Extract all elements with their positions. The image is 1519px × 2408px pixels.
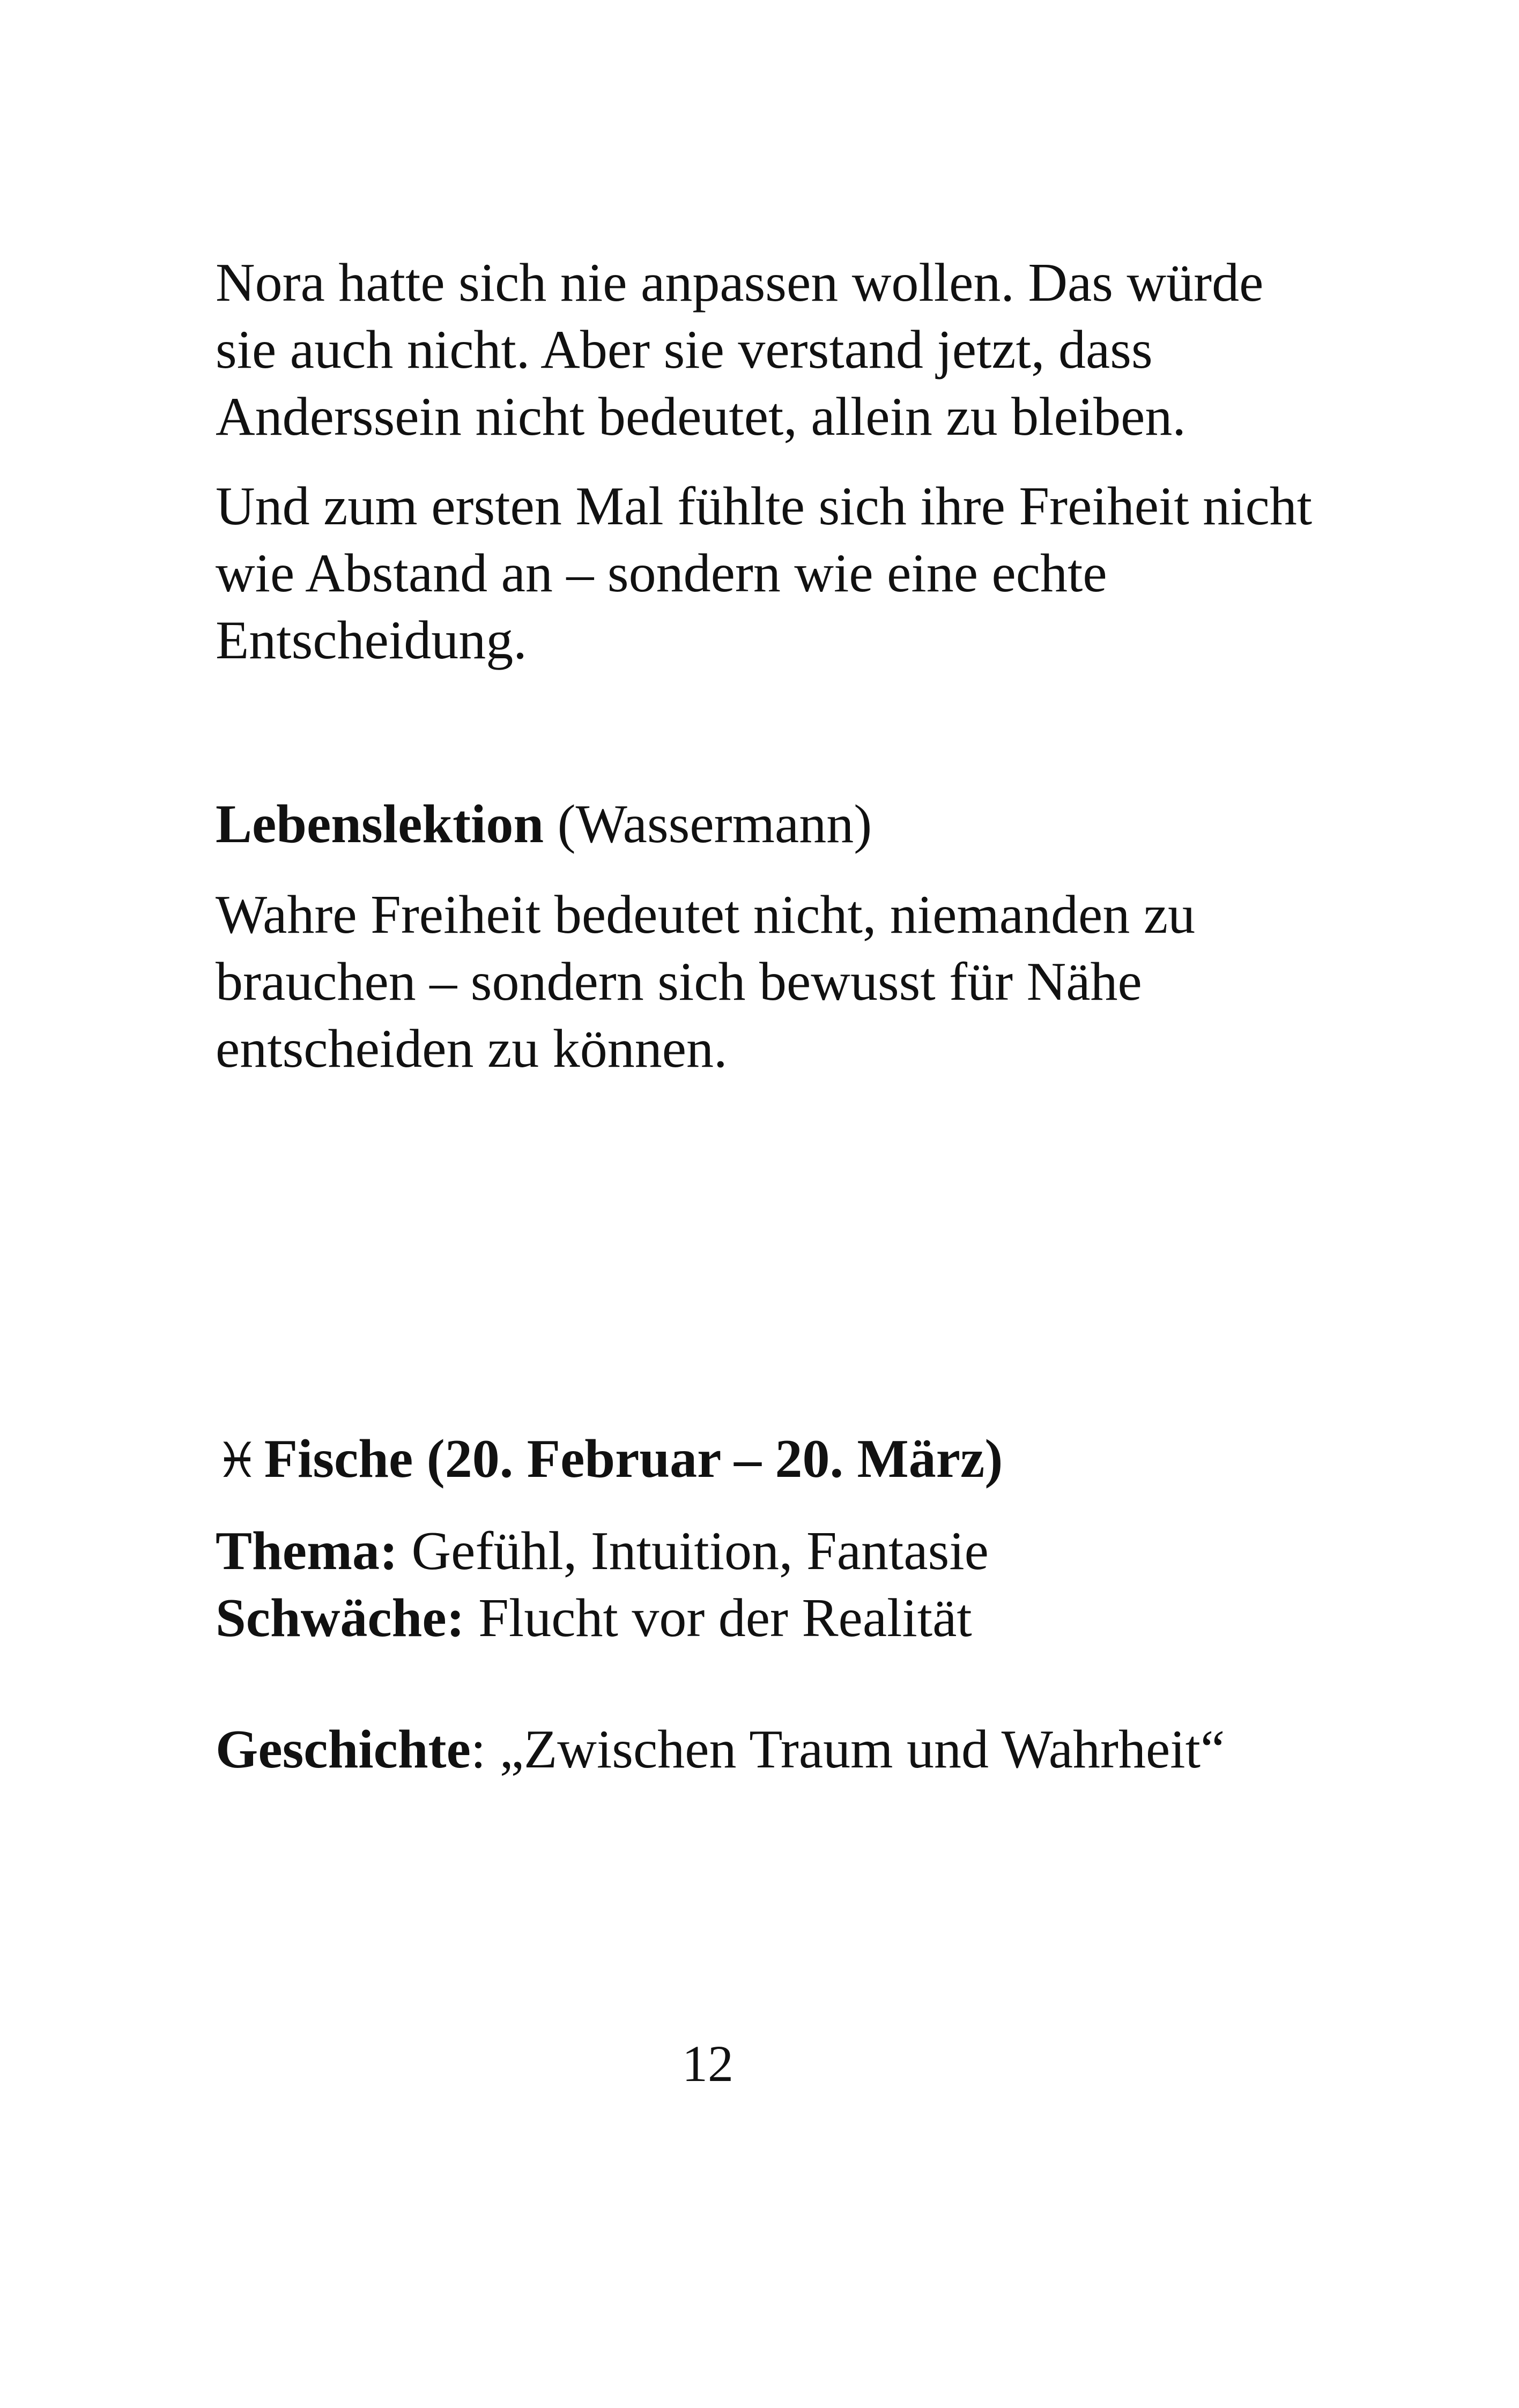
page-content — [216, 249, 1320, 1783]
body-paragraph-2: Und zum ersten Mal fühlte sich ihre Freiheit nicht wie Abstand an – sondern wie eine echte Entscheidung. — [216, 476, 1313, 671]
theme-value: Gefühl, Intuition, Fantasie — [397, 1521, 989, 1581]
weakness-value: Flucht vor der Realität — [464, 1588, 972, 1648]
lesson-heading — [216, 791, 1320, 858]
lesson-sign: (Wassermann) — [557, 794, 872, 854]
section-title: Fische (20. Februar – 20. März) — [264, 1429, 1003, 1489]
lesson-text: Wahre Freiheit bedeutet nicht, niemanden zu brauchen – sondern sich bewusst für Nähe entscheiden zu können. — [216, 885, 1196, 1079]
weakness-label: Schwäche: — [216, 1588, 465, 1648]
pisces-icon: ♓ — [216, 1432, 259, 1489]
page-number: 12 — [682, 2035, 733, 2092]
section-heading — [216, 1425, 1320, 1494]
story-line — [216, 1716, 1320, 1783]
theme-label: Thema: — [216, 1521, 398, 1581]
story-title: : „Zwischen Traum und Wahrheit“ — [470, 1719, 1225, 1780]
sign-meta — [216, 1518, 1320, 1652]
theme-line — [216, 1521, 989, 1581]
lesson-label: Lebenslektion — [216, 794, 544, 854]
story-label: Geschichte — [216, 1719, 471, 1780]
body-paragraph-1: Nora hatte sich nie anpassen wollen. Das würde sie auch nicht. Aber sie verstand jetzt, dass Anderssein nicht bedeutet, allein zu bleiben. — [216, 252, 1264, 447]
weakness-line — [216, 1588, 972, 1648]
